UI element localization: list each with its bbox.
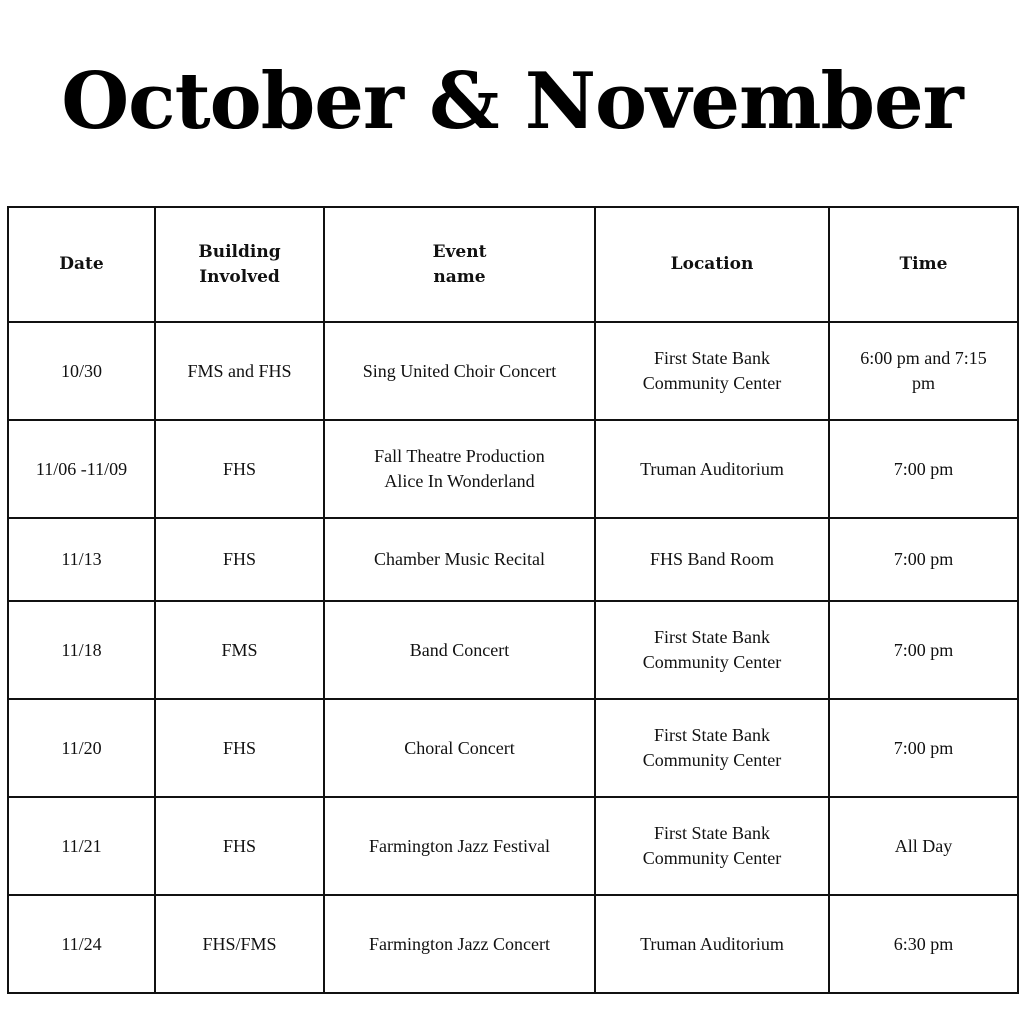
cell-location: First State Bank Community Center [595, 797, 829, 895]
page-title: October & November [61, 56, 963, 147]
cell-time: 7:00 pm [829, 699, 1018, 797]
cell-date: 11/21 [8, 797, 155, 895]
cell-location: First State Bank Community Center [595, 601, 829, 699]
cell-event-name: Farmington Jazz Festival [324, 797, 595, 895]
cell-event-name: Farmington Jazz Concert [324, 895, 595, 993]
header-building: Building Involved [155, 207, 324, 322]
cell-date: 11/20 [8, 699, 155, 797]
cell-building: FMS [155, 601, 324, 699]
cell-time: All Day [829, 797, 1018, 895]
cell-time: 7:00 pm [829, 420, 1018, 518]
cell-date: 11/24 [8, 895, 155, 993]
cell-location: FHS Band Room [595, 518, 829, 601]
cell-building: FHS [155, 797, 324, 895]
cell-event-name: Sing United Choir Concert [324, 322, 595, 420]
cell-date: 11/06 -11/09 [8, 420, 155, 518]
cell-location: First State Bank Community Center [595, 699, 829, 797]
cell-event-name: Choral Concert [324, 699, 595, 797]
table-row [8, 420, 1018, 518]
events-table [7, 206, 1019, 994]
cell-time: 6:00 pm and 7:15 pm [829, 322, 1018, 420]
cell-date: 11/13 [8, 518, 155, 601]
cell-time: 6:30 pm [829, 895, 1018, 993]
cell-event-name: Fall Theatre Production Alice In Wonderland [324, 420, 595, 518]
table-row [8, 797, 1018, 895]
table-row [8, 699, 1018, 797]
header-date: Date [8, 207, 155, 322]
table-row [8, 518, 1018, 601]
cell-location: First State Bank Community Center [595, 322, 829, 420]
table-row [8, 895, 1018, 993]
cell-date: 10/30 [8, 322, 155, 420]
header-event-name: Event name [324, 207, 595, 322]
cell-location: Truman Auditorium [595, 895, 829, 993]
header-row [8, 207, 1018, 322]
cell-building: FHS [155, 518, 324, 601]
cell-date: 11/18 [8, 601, 155, 699]
cell-building: FMS and FHS [155, 322, 324, 420]
cell-event-name: Band Concert [324, 601, 595, 699]
header-time: Time [829, 207, 1018, 322]
table-row [8, 322, 1018, 420]
cell-event-name: Chamber Music Recital [324, 518, 595, 601]
cell-building: FHS [155, 699, 324, 797]
header-location: Location [595, 207, 829, 322]
cell-time: 7:00 pm [829, 601, 1018, 699]
table-row [8, 601, 1018, 699]
cell-location: Truman Auditorium [595, 420, 829, 518]
cell-building: FHS/FMS [155, 895, 324, 993]
cell-building: FHS [155, 420, 324, 518]
cell-time: 7:00 pm [829, 518, 1018, 601]
